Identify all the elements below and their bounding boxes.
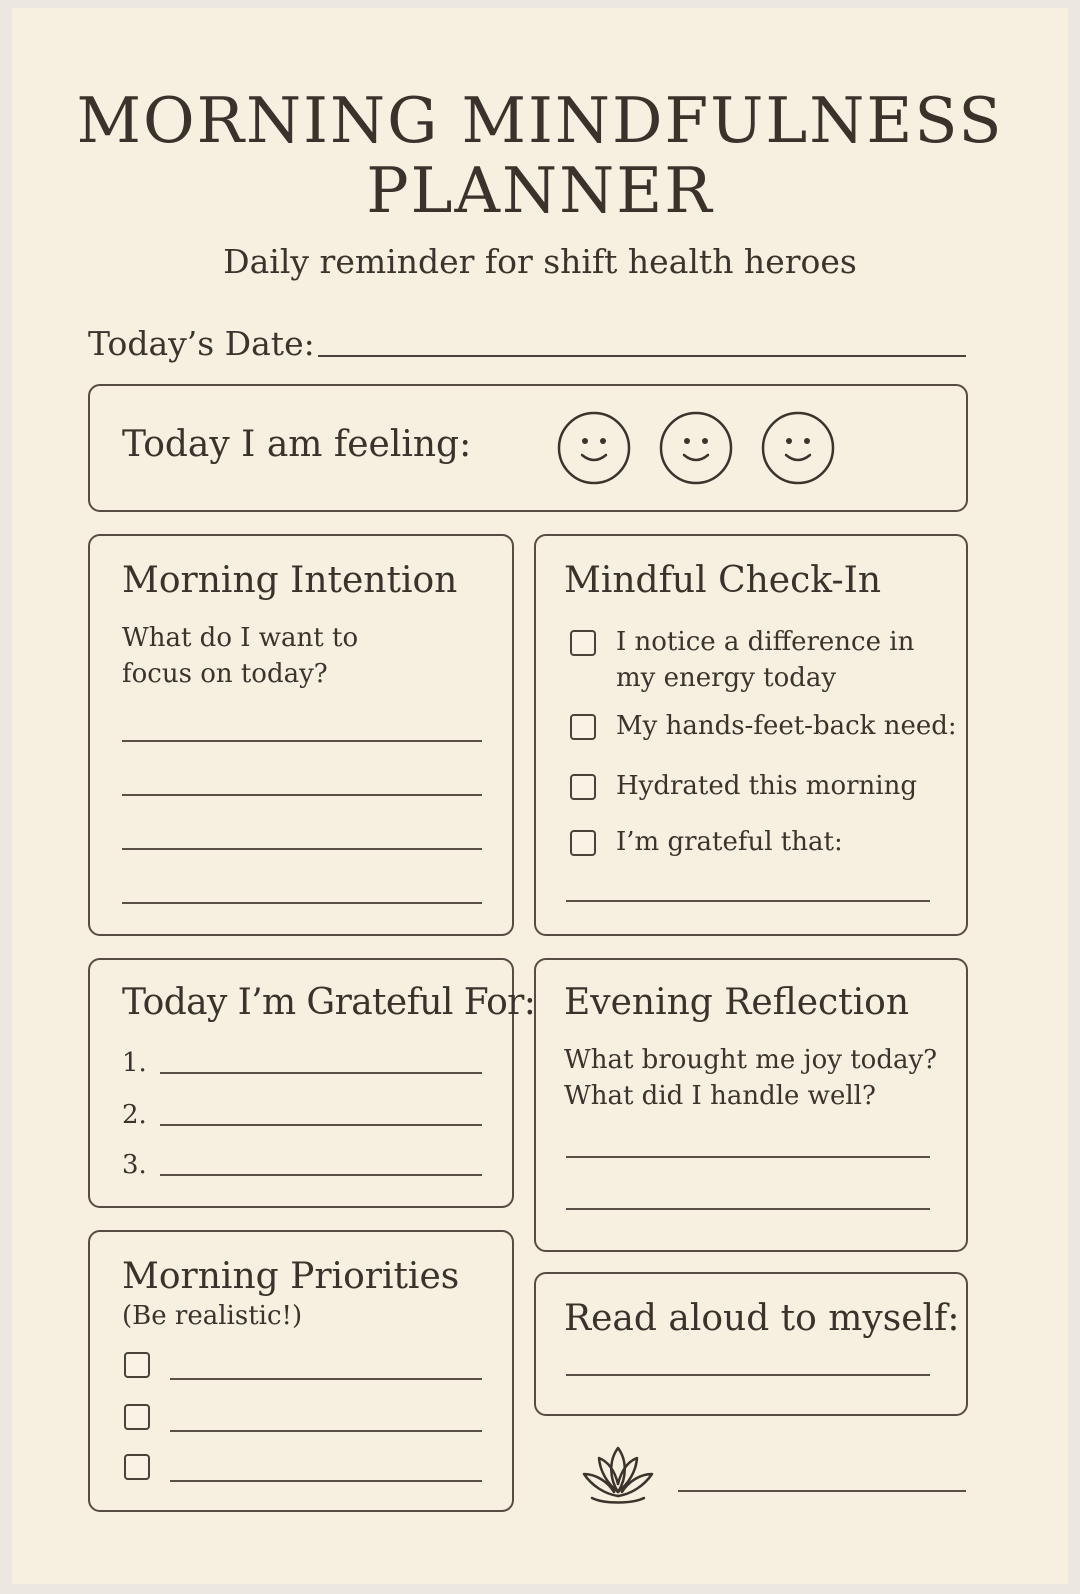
checkbox[interactable] bbox=[124, 1454, 150, 1480]
feeling-box bbox=[88, 384, 968, 512]
write-line[interactable] bbox=[170, 1378, 482, 1380]
write-line[interactable] bbox=[170, 1430, 482, 1432]
mindful-checkin-box bbox=[534, 534, 968, 936]
morning-priorities-heading: Morning Priorities bbox=[122, 1256, 460, 1297]
write-line[interactable] bbox=[122, 848, 482, 850]
checkbox[interactable] bbox=[124, 1404, 150, 1430]
date-label: Today’s Date: bbox=[88, 324, 315, 363]
write-line[interactable] bbox=[160, 1174, 482, 1176]
list-number: 2. bbox=[122, 1100, 147, 1130]
page-title bbox=[12, 86, 1068, 226]
checkbox[interactable] bbox=[124, 1352, 150, 1378]
morning-intention-heading: Morning Intention bbox=[122, 560, 458, 601]
smiley-face-icon[interactable] bbox=[760, 410, 836, 486]
morning-priorities-box bbox=[88, 1230, 514, 1512]
write-line[interactable] bbox=[160, 1124, 482, 1126]
priorities-note: (Be realistic!) bbox=[122, 1301, 303, 1331]
write-line[interactable] bbox=[566, 1374, 930, 1376]
write-line[interactable] bbox=[170, 1480, 482, 1482]
prompt-line: What did I handle well? bbox=[564, 1081, 876, 1111]
smiley-face-icon[interactable] bbox=[556, 410, 632, 486]
list-number: 1. bbox=[122, 1048, 147, 1078]
write-line[interactable] bbox=[566, 900, 930, 902]
evening-reflection-box bbox=[534, 958, 968, 1252]
title-line-1: MORNING MINDFULNESS bbox=[76, 84, 1004, 157]
grateful-heading: Today I’m Grateful For: bbox=[122, 982, 536, 1023]
write-line[interactable] bbox=[160, 1072, 482, 1074]
checkbox[interactable] bbox=[570, 830, 596, 856]
checkin-item-label: Hydrated this morning bbox=[616, 771, 917, 801]
morning-intention-prompt bbox=[122, 620, 358, 692]
feeling-label: Today I am feeling: bbox=[122, 424, 472, 465]
checkin-item-label: I notice a difference in bbox=[616, 627, 915, 657]
checkin-item-label: my energy today bbox=[616, 663, 837, 693]
date-write-line[interactable] bbox=[318, 355, 966, 357]
morning-intention-box bbox=[88, 534, 514, 936]
write-line[interactable] bbox=[122, 794, 482, 796]
checkbox[interactable] bbox=[570, 714, 596, 740]
write-line[interactable] bbox=[566, 1156, 930, 1158]
write-line[interactable] bbox=[122, 902, 482, 904]
mindful-checkin-heading: Mindful Check-In bbox=[564, 560, 882, 601]
title-line-2: PLANNER bbox=[366, 154, 714, 227]
checkin-item-label: My hands-feet-back need: bbox=[616, 711, 957, 741]
write-line[interactable] bbox=[566, 1208, 930, 1210]
page-subtitle: Daily reminder for shift health heroes bbox=[223, 242, 857, 281]
list-number: 3. bbox=[122, 1150, 147, 1180]
checkin-item bbox=[616, 624, 914, 696]
lotus-icon bbox=[578, 1444, 658, 1508]
prompt-line: focus on today? bbox=[122, 659, 328, 689]
smiley-face-icon[interactable] bbox=[658, 410, 734, 486]
grateful-box bbox=[88, 958, 536, 1208]
planner-sheet bbox=[12, 8, 1068, 1584]
read-aloud-box bbox=[534, 1272, 968, 1416]
checkin-item-label: I’m grateful that: bbox=[616, 827, 843, 857]
evening-reflection-prompt bbox=[564, 1042, 937, 1114]
checkbox[interactable] bbox=[570, 774, 596, 800]
footer-write-line[interactable] bbox=[678, 1490, 966, 1492]
write-line[interactable] bbox=[122, 740, 482, 742]
evening-reflection-heading: Evening Reflection bbox=[564, 982, 910, 1023]
checkbox[interactable] bbox=[570, 630, 596, 656]
read-aloud-heading: Read aloud to myself: bbox=[564, 1298, 960, 1339]
prompt-line: What brought me joy today? bbox=[564, 1045, 938, 1075]
prompt-line: What do I want to bbox=[122, 623, 359, 653]
